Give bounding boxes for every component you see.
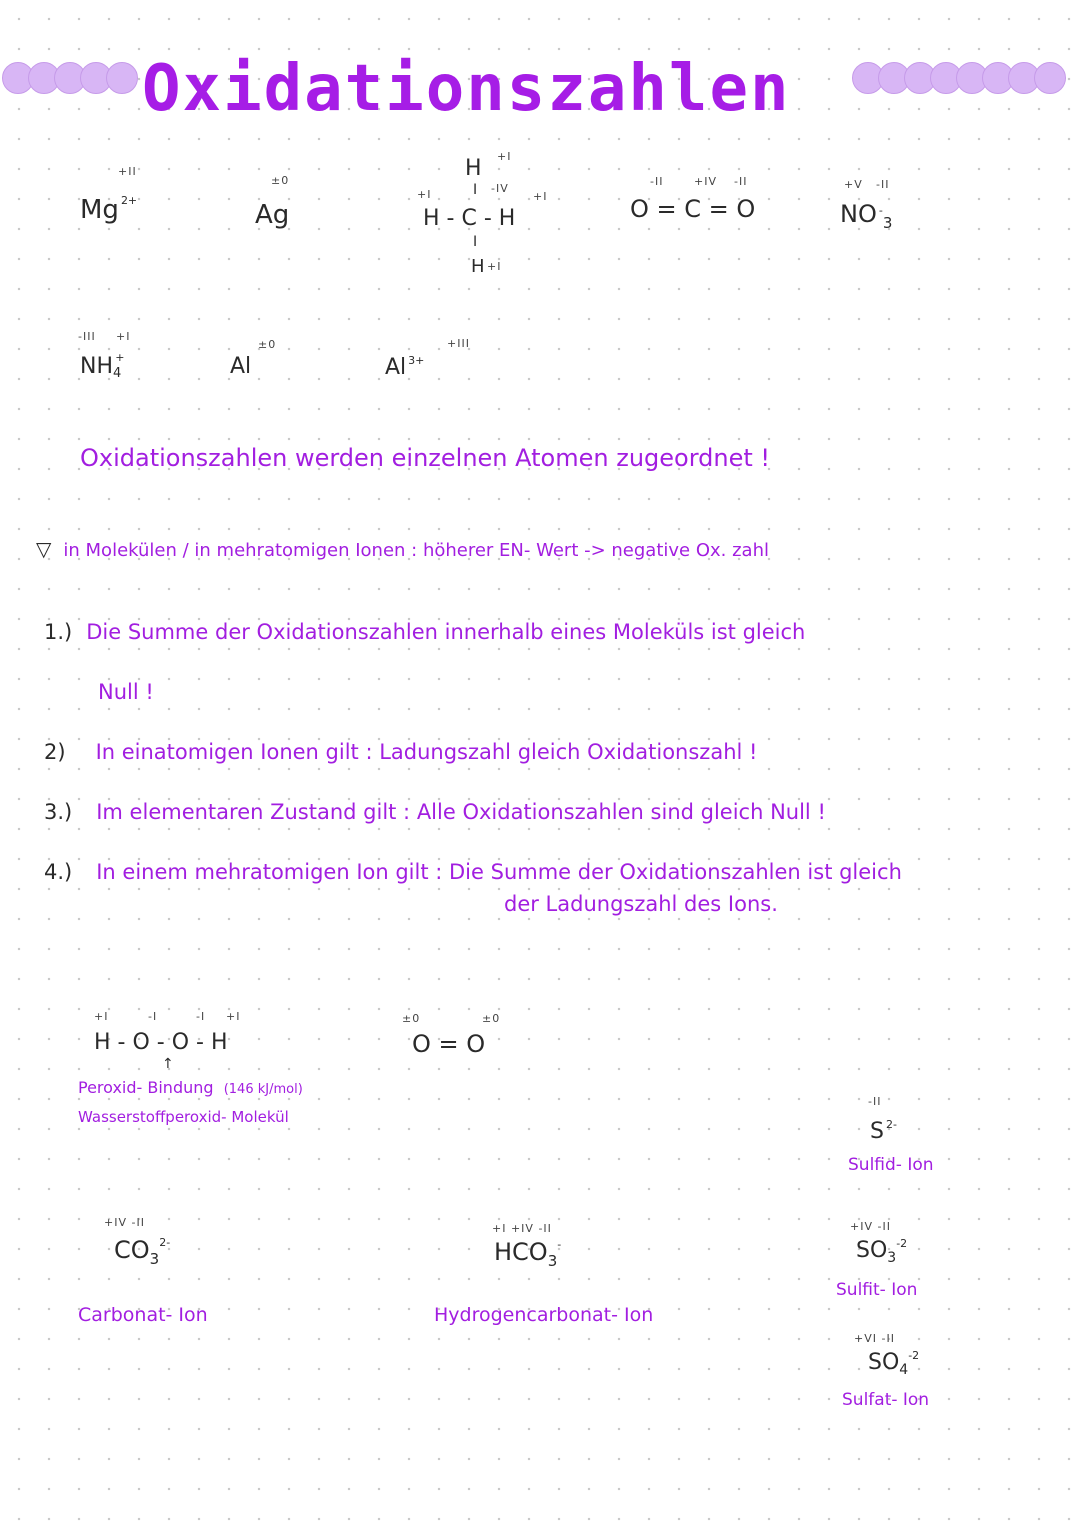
peroxide-formula: H - O - O - H — [94, 1030, 228, 1055]
oxidation-number: -I — [148, 1010, 158, 1023]
rule-text: Die Summe der Oxidationszahlen innerhalb eines Moleküls ist gleich — [86, 620, 806, 644]
example-sulfite-ion — [836, 1220, 976, 1310]
oxidation-number: -III — [78, 330, 96, 343]
example-mg-ion — [80, 165, 180, 245]
formula-symbol: CO — [114, 1236, 150, 1264]
bond: I — [473, 234, 478, 250]
subscript: 4 — [113, 366, 122, 381]
charge: -2 — [908, 1349, 920, 1362]
rule-text: Im elementaren Zustand gilt : Alle Oxidationszahlen sind gleich Null ! — [96, 800, 826, 824]
example-carbonate-ion — [78, 1216, 278, 1326]
oxidation-number: +V — [844, 178, 863, 191]
formula — [840, 200, 893, 232]
formula-symbol: Mg — [80, 195, 119, 225]
oxidation-number: +I — [487, 260, 502, 273]
example-nh4-ion — [78, 330, 178, 390]
charge: + — [115, 351, 125, 364]
statement: Oxidationszahlen werden einzelnen Atomen zugeordnet ! — [80, 444, 771, 472]
formula-symbol: SO — [868, 1350, 900, 1375]
example-al3-ion — [385, 335, 495, 385]
formula: Ag — [255, 200, 290, 230]
charge: 2+ — [120, 194, 138, 207]
example-methane — [415, 148, 565, 288]
charge: -2 — [896, 1237, 908, 1250]
oxidation-number: ±0 — [258, 338, 277, 351]
formula — [385, 355, 424, 380]
rule-number: 2) — [44, 740, 66, 764]
atom-h: H — [471, 256, 485, 277]
example-sulfide-ion — [848, 1095, 978, 1185]
rule-text: In einem mehratomigen Ion gilt : Die Summe der Oxidationszahlen ist gleich — [96, 860, 902, 884]
example-ag — [255, 170, 335, 250]
formula-symbol: NO — [840, 200, 877, 228]
oxidation-number: ±0 — [271, 174, 290, 187]
oxidation-number: +IV -II — [104, 1216, 145, 1229]
oxidation-number: -II — [734, 175, 748, 188]
rule-4 — [44, 860, 902, 884]
bond-energy: (146 kJ/mol) — [223, 1082, 303, 1097]
oxidation-number: -II — [876, 178, 890, 191]
page-title: Oxidationszahlen — [142, 52, 791, 126]
ion-name: Sulfid- Ion — [848, 1155, 934, 1175]
example-al — [230, 338, 300, 388]
rule-3 — [44, 800, 826, 824]
example-peroxide — [78, 1010, 378, 1130]
example-no3-ion — [840, 178, 930, 248]
formula-symbol: S — [870, 1119, 884, 1144]
formula: Al — [230, 354, 252, 379]
hint-text: in Molekülen / in mehratomigen Ionen : höherer EN- Wert -> negative Ox. zahl — [63, 540, 769, 561]
co2-formula: O = C = O — [630, 195, 756, 223]
formula-symbol: SO — [856, 1238, 888, 1263]
ion-name: Carbonat- Ion — [78, 1304, 208, 1326]
peroxide-name: Wasserstoffperoxid- Molekül — [78, 1108, 289, 1126]
oxidation-number: +II — [118, 165, 137, 178]
rule-1-continuation: Null ! — [98, 680, 154, 704]
oxidation-number: -IV — [491, 182, 509, 195]
example-co2 — [630, 175, 770, 245]
oxidation-number: +VI -II — [854, 1332, 895, 1345]
subscript: 3 — [149, 1250, 160, 1268]
ion-name: Sulfat- Ion — [842, 1390, 930, 1410]
rule-text: In einatomigen Ionen gilt : Ladungszahl gleich Oxidationszahl ! — [95, 740, 758, 764]
oxidation-number: +I — [497, 150, 512, 163]
o2-formula: O = O — [412, 1030, 486, 1058]
rule-number: 4.) — [44, 860, 73, 884]
subscript: 3 — [882, 214, 893, 232]
rule-number: 1.) — [44, 620, 73, 644]
oxidation-number: ±0 — [402, 1012, 421, 1025]
oxidation-number: +IV -II — [850, 1220, 891, 1233]
formula-symbol: HCO — [494, 1238, 548, 1266]
formula — [870, 1119, 897, 1144]
formula — [868, 1349, 920, 1378]
hint-line — [36, 537, 769, 561]
oxidation-number: +I — [533, 190, 548, 203]
atom-h: H — [465, 156, 482, 181]
rule-2 — [44, 740, 757, 764]
charge: - — [878, 204, 883, 217]
formula-symbol: NH — [80, 354, 113, 379]
example-sulfate-ion — [842, 1332, 982, 1422]
oxidation-number: +I +IV -II — [492, 1222, 552, 1235]
charge: 2- — [159, 1236, 171, 1249]
oxidation-number: -II — [650, 175, 664, 188]
formula — [494, 1238, 562, 1270]
subscript: 3 — [547, 1252, 558, 1270]
formula — [80, 195, 137, 225]
rule-4-continuation: der Ladungszahl des Ions. — [504, 892, 778, 916]
oxidation-number: +I — [226, 1010, 241, 1023]
title-bar — [0, 30, 1080, 126]
peroxide-bond-label — [78, 1078, 303, 1097]
oxidation-number: +I — [94, 1010, 109, 1023]
oxidation-number: +I — [116, 330, 131, 343]
oxidation-number: -I — [196, 1010, 206, 1023]
ion-name: Hydrogencarbonat- Ion — [434, 1304, 654, 1326]
title-decoration-dot — [106, 62, 138, 94]
rule-number: 3.) — [44, 800, 73, 824]
title-decoration-dot — [1034, 62, 1066, 94]
oxidation-number: +III — [447, 337, 470, 350]
bond-label: Peroxid- Bindung — [78, 1078, 214, 1097]
charge: - — [557, 1238, 562, 1251]
oxidation-number: ±0 — [482, 1012, 501, 1025]
example-o2 — [400, 1012, 510, 1072]
formula — [80, 351, 125, 381]
formula — [856, 1237, 908, 1266]
arrow-up-icon: ↑ — [162, 1056, 174, 1072]
charge: 3+ — [408, 354, 425, 367]
oxidation-number: +IV — [694, 175, 717, 188]
formula-symbol: Al — [385, 355, 407, 380]
subscript: 4 — [899, 1362, 909, 1378]
example-hydrogencarbonate-ion — [434, 1222, 694, 1332]
oxidation-number: +I — [417, 188, 432, 201]
rule-1 — [44, 620, 805, 644]
methane-formula: H - C - H — [423, 206, 516, 231]
warning-triangle-icon: ▽ — [36, 537, 52, 561]
oxidation-number: -II — [868, 1095, 882, 1108]
charge: 2- — [885, 1118, 897, 1131]
bond: I — [473, 182, 478, 198]
subscript: 3 — [887, 1250, 897, 1266]
ion-name: Sulfit- Ion — [836, 1280, 918, 1300]
formula — [114, 1236, 171, 1268]
